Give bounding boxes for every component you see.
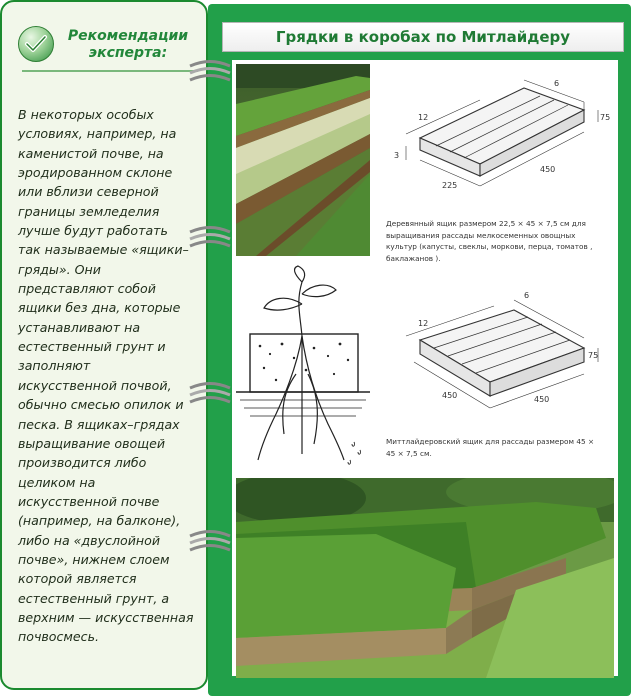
- mittleider-box-diagram-square: [384, 286, 614, 428]
- caption-narrow-box: [386, 218, 616, 264]
- caption-line: баклажанов ).: [386, 253, 441, 263]
- plant-sketch: [236, 264, 370, 472]
- dim-label: 12: [418, 113, 429, 122]
- page-title: Грядки в коробах по Митлайдеру: [275, 28, 571, 46]
- caption-line: выращивания рассады мелкосеменных овощных: [386, 230, 576, 240]
- expert-text-line: границы земледелия: [18, 203, 160, 219]
- dim-label: 225: [442, 181, 458, 190]
- expert-text-line: песка. В ящиках–грядах: [18, 416, 180, 432]
- expert-heading-line2: эксперта:: [88, 45, 168, 61]
- expert-text-line: обычно смесью опилок и: [18, 397, 184, 413]
- dim-label: 75: [600, 113, 611, 122]
- expert-text-line: выращивание овощей: [18, 435, 166, 451]
- expert-text-line: искусственной почвой,: [18, 377, 172, 393]
- caption-square-box: [386, 436, 616, 459]
- expert-text-line: почве», нижнем слоем: [18, 551, 170, 567]
- expert-text-line: гряды». Они: [18, 261, 101, 277]
- binding-ring-icon: [186, 380, 234, 410]
- dim-label: 12: [418, 319, 429, 328]
- expert-text-line: эродированном склоне: [18, 165, 173, 181]
- binding-ring-icon: [186, 224, 234, 254]
- expert-text-line: лучше будут работать: [18, 223, 168, 239]
- expert-text-line: естественный грунт, а: [18, 590, 170, 606]
- dim-label: 6: [554, 79, 560, 88]
- checkmark-icon: [18, 26, 54, 62]
- raised-beds-photo: [236, 64, 370, 256]
- expert-text-line: искусственной почве: [18, 493, 160, 509]
- garden-beds-photo: [236, 478, 614, 678]
- dim-label: 450: [540, 165, 556, 174]
- expert-text: [18, 105, 196, 647]
- caption-line: 45 × 7,5 см.: [386, 448, 432, 458]
- expert-text-line: устанавливают на: [18, 319, 141, 335]
- heading-divider: [22, 70, 198, 72]
- expert-text-line: которой является: [18, 571, 137, 587]
- expert-text-line: представляют собой: [18, 281, 156, 297]
- dim-label: 75: [588, 351, 599, 360]
- seedling-box-diagram-narrow: [384, 68, 614, 208]
- dim-label: 450: [442, 391, 458, 400]
- expert-heading: [58, 28, 198, 62]
- expert-text-line: естественный грунт и: [18, 339, 166, 355]
- dim-label: 6: [524, 291, 530, 300]
- title-bar: [222, 22, 624, 52]
- caption-line: Миттлайдеровский ящик для рассады размером 45 ×: [386, 437, 595, 446]
- expert-text-line: почвосмесь.: [18, 629, 100, 645]
- expert-text-line: производится либо: [18, 455, 147, 471]
- expert-text-line: заполняют: [18, 358, 91, 374]
- caption-line: Деревянный ящик размером 22,5 × 45 × 7,5 см для: [386, 219, 586, 228]
- expert-heading-line1: Рекомендации: [67, 28, 189, 44]
- expert-text-line: целиком на: [18, 474, 96, 490]
- expert-text-line: либо на «двуслойной: [18, 532, 161, 548]
- spiral-binding: [186, 0, 236, 696]
- expert-text-line: (например, на балконе),: [18, 513, 181, 529]
- expert-text-line: или вблизи северной: [18, 184, 159, 200]
- expert-text-line: верхним — искусственная: [18, 609, 194, 625]
- expert-text-line: так называемые «ящики–: [18, 242, 189, 258]
- expert-text-line: ящики без дна, которые: [18, 300, 181, 316]
- binding-ring-icon: [186, 58, 234, 88]
- dim-label: 3: [394, 151, 400, 160]
- caption-line: культур (капусты, свеклы, моркови, перца, томатов ,: [386, 242, 593, 251]
- dim-label: 450: [534, 395, 550, 404]
- expert-text-line: В некоторых особых: [18, 107, 154, 122]
- expert-text-line: условиях, например, на: [18, 126, 177, 142]
- binding-ring-icon: [186, 528, 234, 558]
- expert-text-line: каменистой почве, на: [18, 145, 164, 161]
